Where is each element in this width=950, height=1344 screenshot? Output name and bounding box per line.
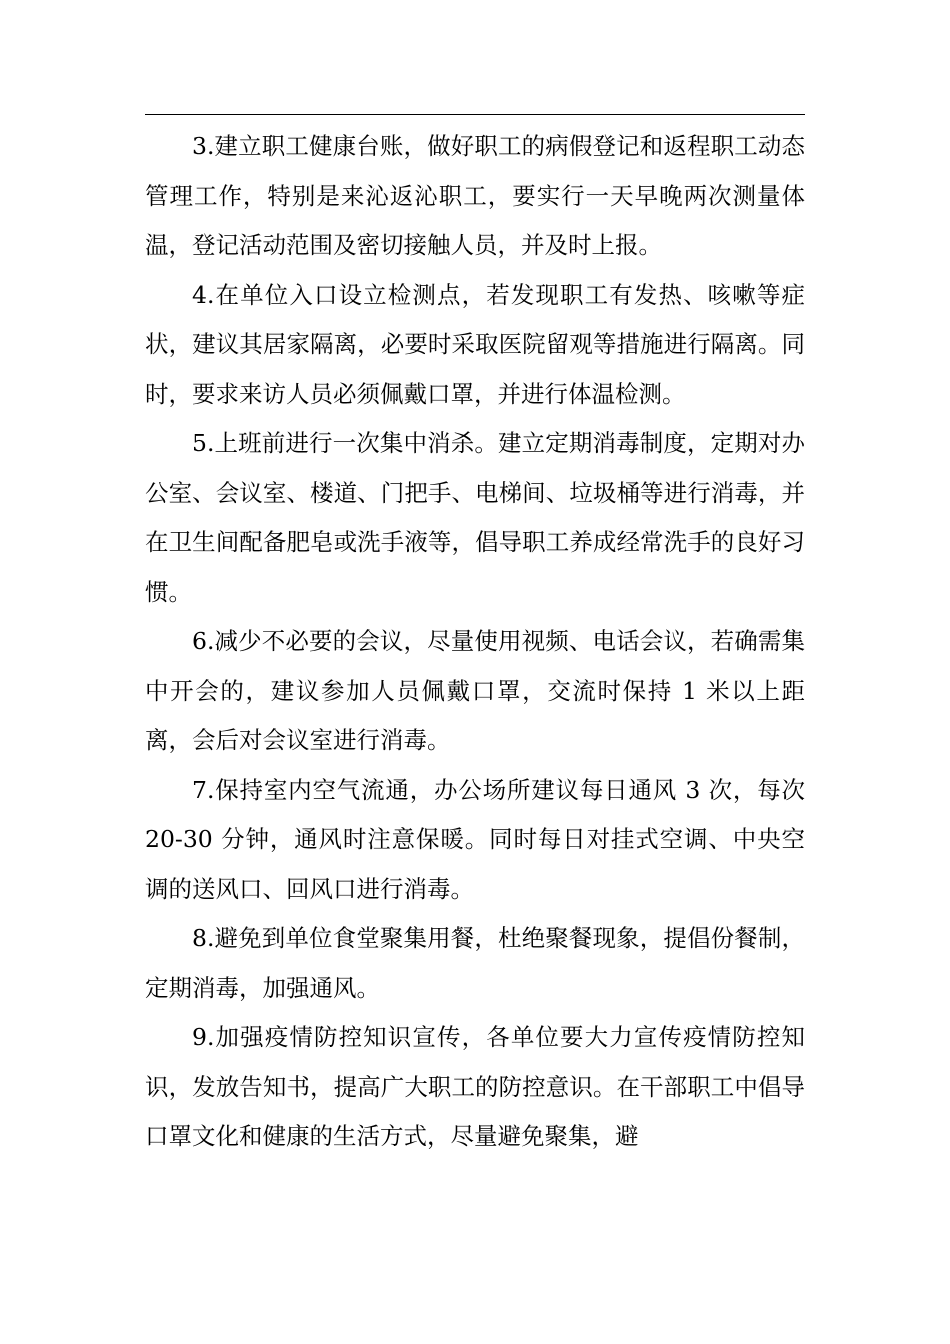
paragraph-item-5: 5.上班前进行一次集中消杀。建立定期消毒制度，定期对办公室、会议室、楼道、门把手、电梯间、垃圾桶等进行消毒，并在卫生间配备肥皂或洗手液等，倡导职工养成经常洗手的良好习惯。 <box>145 429 805 606</box>
paragraph-item-6: 6.减少不必要的会议，尽量使用视频、电话会议，若确需集中开会的，建议参加人员佩戴口罩，交流时保持 1 米以上距离，会后对会议室进行消毒。 <box>145 627 805 754</box>
document-body <box>145 122 805 1162</box>
header-divider <box>145 114 805 115</box>
paragraph-item-3: 3.建立职工健康台账，做好职工的病假登记和返程职工动态管理工作，特别是来沁返沁职工，要实行一天早晚两次测量体温，登记活动范围及密切接触人员，并及时上报。 <box>145 132 805 259</box>
paragraph-item-8: 8.避免到单位食堂聚集用餐，杜绝聚餐现象，提倡份餐制，定期消毒，加强通风。 <box>145 924 805 1002</box>
paragraph-item-4: 4.在单位入口设立检测点，若发现职工有发热、咳嗽等症状，建议其居家隔离，必要时采取医院留观等措施进行隔离。同时，要求来访人员必须佩戴口罩，并进行体温检测。 <box>145 280 805 408</box>
paragraph-item-7: 7.保持室内空气流通，办公场所建议每日通风 3 次，每次 20-30 分钟，通风时注意保暖。同时每日对挂式空调、中央空调的送风口、回风口进行消毒。 <box>145 775 805 903</box>
paragraph-item-9: 9.加强疫情防控知识宣传，各单位要大力宣传疫情防控知识，发放告知书，提高广大职工的防控意识。在干部职工中倡导口罩文化和健康的生活方式，尽量避免聚集，避 <box>145 1023 805 1150</box>
